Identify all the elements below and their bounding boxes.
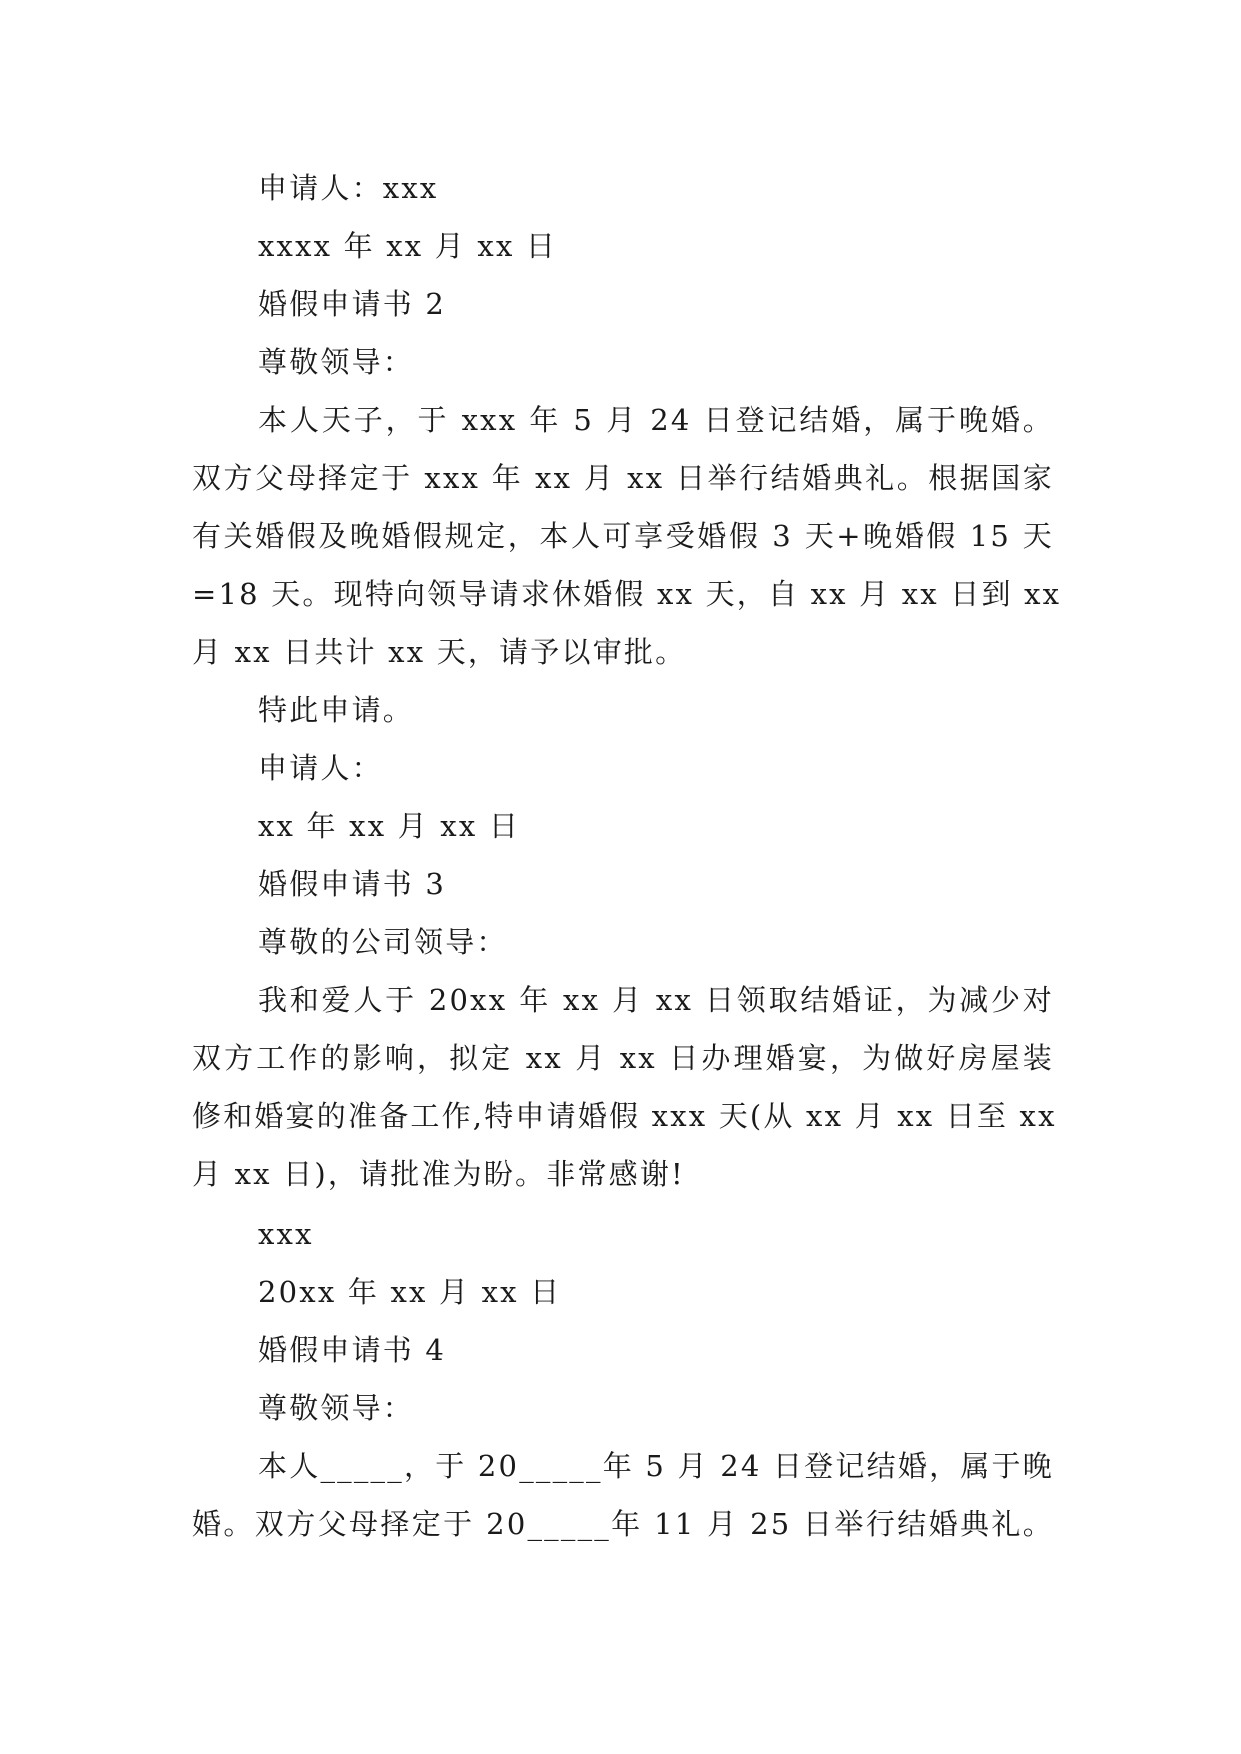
applicant-line: 申请人： (258, 751, 383, 785)
salutation: 尊敬领导： (258, 345, 415, 379)
paragraph-line: 婚。双方父母择定于 20_____年 11 月 25 日举行结婚典礼。 (192, 1507, 1054, 1541)
salutation: 尊敬领导： (258, 1391, 415, 1425)
paragraph-line: 本人天子，于 xxx 年 5 月 24 日登记结婚，属于晚婚。 (258, 403, 1054, 437)
paragraph-line: 月 xx 日)，请批准为盼。非常感谢! (192, 1157, 685, 1191)
section-title-4: 婚假申请书 4 (258, 1333, 447, 1367)
section-title-2: 婚假申请书 2 (258, 287, 447, 321)
paragraph-line: 月 xx 日共计 xx 天，请予以审批。 (192, 635, 687, 669)
applicant-line: 申请人：xxx (258, 171, 439, 205)
paragraph-line: 修和婚宴的准备工作,特申请婚假 xxx 天(从 xx 月 xx 日至 xx (192, 1099, 1057, 1133)
closing-line: 特此申请。 (258, 693, 415, 727)
paragraph-line: 我和爱人于 20xx 年 xx 月 xx 日领取结婚证，为减少对 (258, 983, 1054, 1017)
date-line: xx 年 xx 月 xx 日 (258, 809, 521, 843)
paragraph-line: 本人_____，于 20_____年 5 月 24 日登记结婚，属于晚 (258, 1449, 1054, 1483)
date-line: 20xx 年 xx 月 xx 日 (258, 1275, 562, 1309)
signature-line: xxx (258, 1217, 314, 1251)
date-line: xxxx 年 xx 月 xx 日 (258, 229, 558, 263)
paragraph-line: =18 天。现特向领导请求休婚假 xx 天，自 xx 月 xx 日到 xx (192, 577, 1062, 611)
paragraph-line: 双方工作的影响，拟定 xx 月 xx 日办理婚宴，为做好房屋装 (192, 1041, 1054, 1075)
section-title-3: 婚假申请书 3 (258, 867, 447, 901)
paragraph-line: 双方父母择定于 xxx 年 xx 月 xx 日举行结婚典礼。根据国家 (192, 461, 1054, 495)
salutation: 尊敬的公司领导： (258, 925, 508, 959)
paragraph-line: 有关婚假及晚婚假规定，本人可享受婚假 3 天+晚婚假 15 天 (192, 519, 1054, 553)
